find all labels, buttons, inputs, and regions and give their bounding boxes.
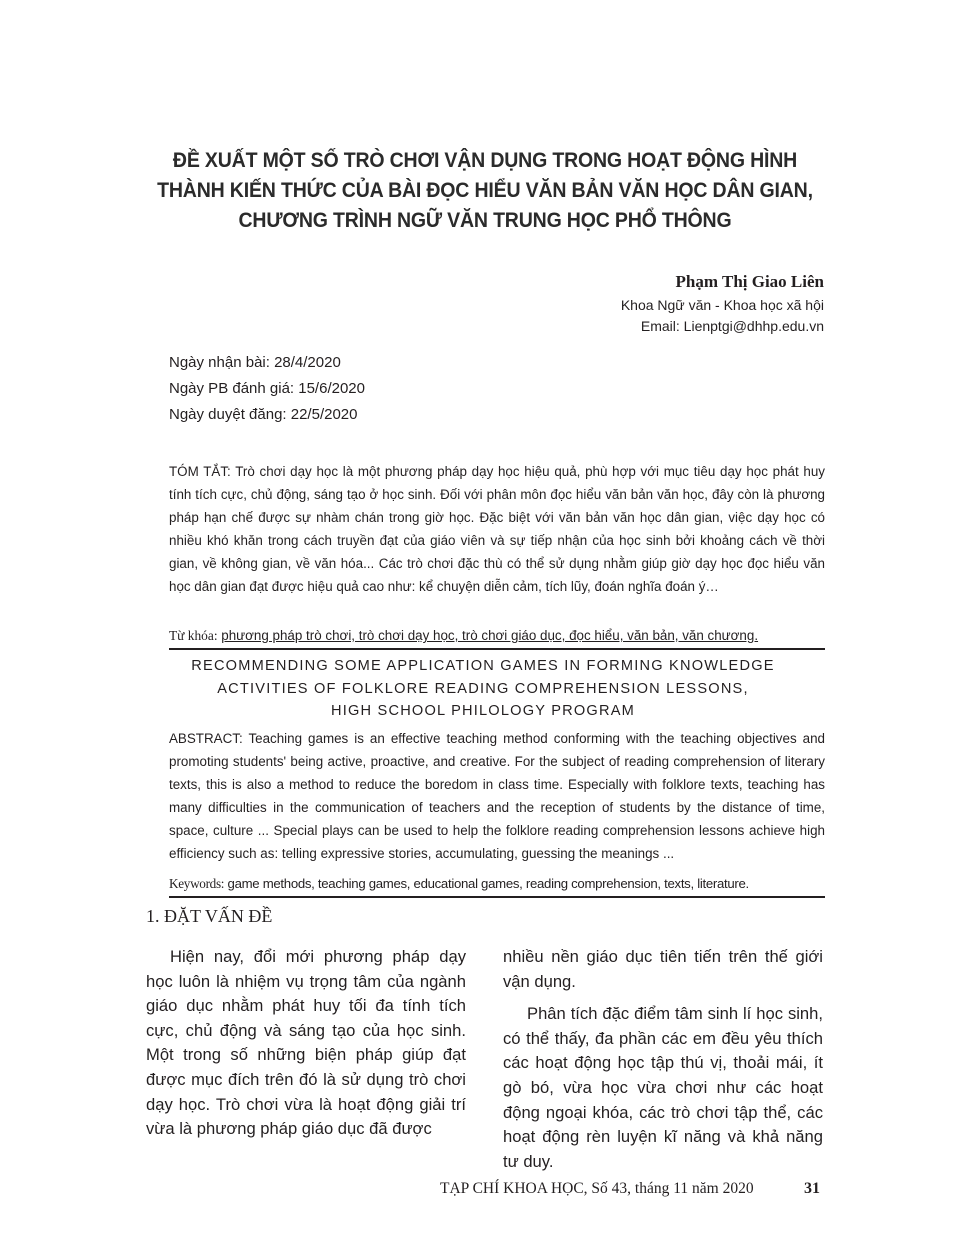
en-keywords-text: game methods, teaching games, educational games, reading comprehension, texts, literature.: [227, 876, 749, 891]
en-abstract-label: ABSTRACT:: [169, 731, 243, 746]
article-title: [146, 146, 825, 236]
date-received: Ngày nhận bài: 28/4/2020: [169, 354, 341, 371]
english-keywords: [169, 874, 825, 898]
author-email: Email: Lienptgi@dhhp.edu.vn: [640, 318, 824, 334]
vi-keywords-text: phương pháp trò chơi, trò chơi dạy học, trò chơi giáo dục, đọc hiểu, văn bản, văn chương.: [221, 628, 759, 643]
author-name: Phạm Thị Giao Liên: [675, 272, 824, 291]
vi-abstract-text: Trò chơi dạy học là một phương pháp dạy học hiệu quả, phù hợp với mục tiêu dạy học phát huy tính tích cực, chủ động, sáng tạo ở học sinh. Đối với phân môn đọc hiểu văn bản văn học, đây còn là phương pháp hạn chế được sự nhàm chán trong giờ học. Đặc biệt với văn bản văn học dân gian, việc dạy học có nhiều khó khăn trong cách truyền đạt của giáo viên và sự tiếp nhận của học sinh bởi khoảng cách về thời gian, về không gian, về văn hóa... Các trò chơi đặc thù có thể sử dụng nhằm giúp giờ dạy học đọc hiểu văn học dân gian đạt được hiệu quả cao như: kể chuyện diễn cảm, tích lũy, đoán nghĩa đoán ý…: [169, 464, 825, 594]
body-paragraph: Hiện nay, đổi mới phương pháp dạy học luôn là nhiệm vụ trọng tâm của ngành giáo dục nhằm phát huy tối đa tính tích cực, chủ động và sáng tạo của học sinh. Một trong số những biện pháp giúp đạt được mục đích trên đó là sử dụng trò chơi dạy học. Trò chơi vừa là hoạt động giải trí vừa là phương pháp giáo dục đã được: [146, 947, 466, 1139]
english-title: [169, 655, 797, 723]
date-reviewed: Ngày PB đánh giá: 15/6/2020: [169, 380, 365, 397]
date-approved: Ngày duyệt đăng: 22/5/2020: [169, 406, 358, 423]
body-paragraph: Phân tích đặc điểm tâm sinh lí học sinh, có thể thấy, đa phần các em đều yêu thích các hoạt động học tập thú vị, thoải mái, ít gò bó, vừa học vừa chơi như các hoạt động ngoại khóa, các trò chơi tập thể, các hoạt động rèn luyện kĩ năng và khả năng tư duy.: [503, 1004, 823, 1171]
body-column-right: [503, 945, 823, 1174]
english-title-line-3: HIGH SCHOOL PHILOLOGY PROGRAM: [330, 703, 636, 719]
body-column-left: [146, 945, 466, 1142]
author-affiliation: Khoa Ngữ văn - Khoa học xã hội: [620, 297, 824, 313]
section-heading: 1. ĐẶT VẤN ĐỀ: [146, 906, 273, 926]
journal-footer: TẠP CHÍ KHOA HỌC, Số 43, tháng 11 năm 2020: [440, 1180, 754, 1197]
english-abstract: [169, 727, 825, 865]
vi-abstract-label: TÓM TẮT:: [169, 464, 231, 479]
article-title-line-3: CHƯƠNG TRÌNH NGỮ VĂN TRUNG HỌC PHỔ THÔNG: [238, 209, 732, 232]
english-title-line-2: ACTIVITIES OF FOLKLORE READING COMPREHENSION LESSONS,: [217, 680, 749, 697]
en-abstract-text: Teaching games is an effective teaching method conforming with the teaching objectives and promoting students' being active, proactive, and creative. For the subject of reading comprehension of literary texts, this is also a method to reduce the boredom in class time. Especially with folklore texts, teaching has many difficulties in the communication of teachers and the reception of students by the distance of time, space, culture ... Special plays can be used to help the folklore reading comprehension lessons achieve high efficiency such as: telling expressive stories, accumulating, guessing the meanings ...: [169, 731, 825, 861]
page-number: 31: [804, 1180, 820, 1197]
article-dates: [169, 350, 365, 428]
en-keywords-label: Keywords:: [169, 876, 225, 891]
vietnamese-keywords: [169, 626, 825, 650]
vietnamese-abstract: [169, 460, 825, 598]
body-paragraph-continued: nhiều nền giáo dục tiên tiến trên thế giới vận dụng.: [503, 947, 823, 991]
article-title-line-2: THÀNH KIẾN THỨC CỦA BÀI ĐỌC HIỂU VĂN BẢN VĂN HỌC DÂN GIAN,: [157, 179, 813, 202]
english-title-line-1: RECOMMENDING SOME APPLICATION GAMES IN FORMING KNOWLEDGE: [191, 658, 775, 674]
article-title-line-1: ĐỀ XUẤT MỘT SỐ TRÒ CHƠI VẬN DỤNG TRONG HOẠT ĐỘNG HÌNH: [172, 149, 798, 172]
vi-keywords-label: Từ khóa:: [169, 628, 218, 643]
